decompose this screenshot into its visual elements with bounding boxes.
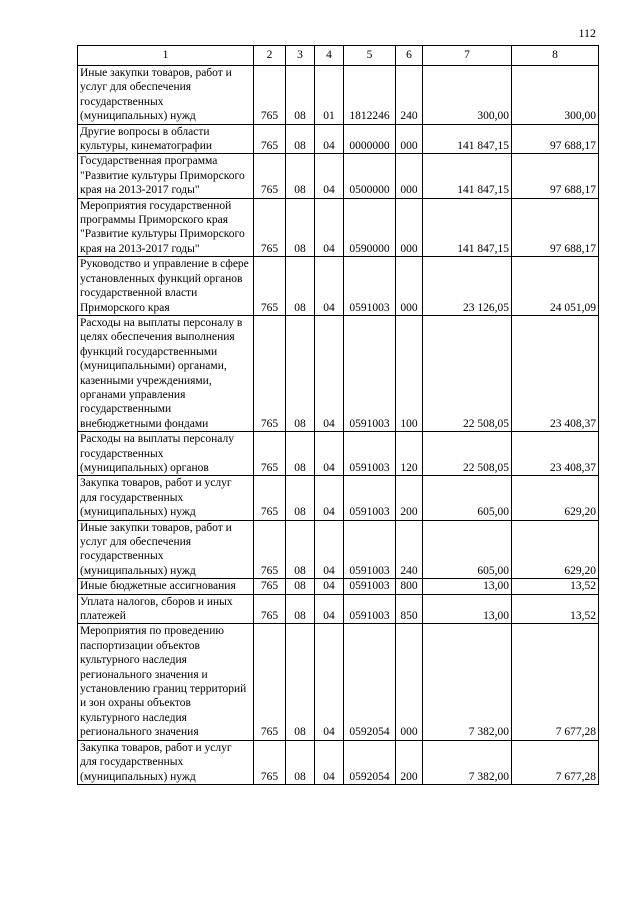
header-cell-8: 8 bbox=[512, 46, 599, 66]
expense-type-cell: 800 bbox=[396, 579, 423, 594]
row-name-cell: Иные закупки товаров, работ и услуг для обеспечения государственных (муниципальных) нужд bbox=[78, 66, 254, 125]
amount-year1-cell: 300,00 bbox=[423, 66, 512, 125]
section-cell: 08 bbox=[286, 740, 315, 784]
table-row bbox=[78, 520, 599, 579]
admin-code-cell: 765 bbox=[254, 740, 286, 784]
row-name-cell: Расходы на выплаты персоналу государственных (муниципальных) органов bbox=[78, 432, 254, 476]
row-name-cell: Расходы на выплаты персоналу в целях обеспечения выполнения функций государственными (муниципальными) органами, казенными учреждениями, органами управления государственными внебюджетными фондами bbox=[78, 315, 254, 431]
table-row bbox=[78, 315, 599, 431]
amount-year2-cell: 97 688,17 bbox=[512, 124, 599, 154]
amount-year2-cell: 23 408,37 bbox=[512, 315, 599, 431]
amount-year1-cell: 7 382,00 bbox=[423, 624, 512, 740]
amount-year1-cell: 22 508,05 bbox=[423, 432, 512, 476]
header-cell-5: 5 bbox=[344, 46, 396, 66]
admin-code-cell: 765 bbox=[254, 579, 286, 594]
target-article-cell: 0592054 bbox=[344, 624, 396, 740]
row-name-cell: Руководство и управление в сфере установленных функций органов государственной власти Приморского края bbox=[78, 257, 254, 316]
section-cell: 08 bbox=[286, 198, 315, 257]
subsection-cell: 04 bbox=[315, 154, 344, 198]
amount-year1-cell: 141 847,15 bbox=[423, 154, 512, 198]
amount-year2-cell: 13,52 bbox=[512, 594, 599, 624]
expense-type-cell: 850 bbox=[396, 594, 423, 624]
section-cell: 08 bbox=[286, 432, 315, 476]
target-article-cell: 0000000 bbox=[344, 124, 396, 154]
target-article-cell: 0591003 bbox=[344, 476, 396, 520]
amount-year2-cell: 97 688,17 bbox=[512, 154, 599, 198]
row-name-cell: Уплата налогов, сборов и иных платежей bbox=[78, 594, 254, 624]
amount-year1-cell: 605,00 bbox=[423, 520, 512, 579]
target-article-cell: 0591003 bbox=[344, 594, 396, 624]
section-cell: 08 bbox=[286, 124, 315, 154]
admin-code-cell: 765 bbox=[254, 124, 286, 154]
subsection-cell: 04 bbox=[315, 315, 344, 431]
subsection-cell: 04 bbox=[315, 257, 344, 316]
row-name-cell: Закупка товаров, работ и услуг для государственных (муниципальных) нужд bbox=[78, 476, 254, 520]
row-name-cell: Мероприятия государственной программы Приморского края "Развитие культуры Приморского края на 2013-2017 годы" bbox=[78, 198, 254, 257]
amount-year1-cell: 23 126,05 bbox=[423, 257, 512, 316]
expense-type-cell: 000 bbox=[396, 624, 423, 740]
expense-type-cell: 000 bbox=[396, 257, 423, 316]
admin-code-cell: 765 bbox=[254, 476, 286, 520]
expense-type-cell: 240 bbox=[396, 66, 423, 125]
subsection-cell: 04 bbox=[315, 520, 344, 579]
target-article-cell: 0590000 bbox=[344, 198, 396, 257]
header-cell-1: 1 bbox=[78, 46, 254, 66]
amount-year2-cell: 97 688,17 bbox=[512, 198, 599, 257]
amount-year1-cell: 605,00 bbox=[423, 476, 512, 520]
amount-year1-cell: 13,00 bbox=[423, 579, 512, 594]
table-body bbox=[78, 66, 599, 785]
subsection-cell: 04 bbox=[315, 432, 344, 476]
header-cell-2: 2 bbox=[254, 46, 286, 66]
target-article-cell: 0591003 bbox=[344, 579, 396, 594]
admin-code-cell: 765 bbox=[254, 198, 286, 257]
section-cell: 08 bbox=[286, 594, 315, 624]
amount-year2-cell: 13,52 bbox=[512, 579, 599, 594]
amount-year1-cell: 7 382,00 bbox=[423, 740, 512, 784]
row-name-cell: Иные бюджетные ассигнования bbox=[78, 579, 254, 594]
admin-code-cell: 765 bbox=[254, 66, 286, 125]
expense-type-cell: 000 bbox=[396, 124, 423, 154]
expense-type-cell: 120 bbox=[396, 432, 423, 476]
target-article-cell: 0591003 bbox=[344, 432, 396, 476]
row-name-cell: Другие вопросы в области культуры, кинематографии bbox=[78, 124, 254, 154]
target-article-cell: 0591003 bbox=[344, 315, 396, 431]
subsection-cell: 04 bbox=[315, 740, 344, 784]
row-name-cell: Иные закупки товаров, работ и услуг для обеспечения государственных (муниципальных) нужд bbox=[78, 520, 254, 579]
admin-code-cell: 765 bbox=[254, 624, 286, 740]
header-cell-4: 4 bbox=[315, 46, 344, 66]
amount-year2-cell: 24 051,09 bbox=[512, 257, 599, 316]
admin-code-cell: 765 bbox=[254, 154, 286, 198]
table-row bbox=[78, 624, 599, 740]
header-cell-6: 6 bbox=[396, 46, 423, 66]
header-cell-3: 3 bbox=[286, 46, 315, 66]
table-row bbox=[78, 579, 599, 594]
admin-code-cell: 765 bbox=[254, 520, 286, 579]
amount-year1-cell: 22 508,05 bbox=[423, 315, 512, 431]
table-row bbox=[78, 66, 599, 125]
amount-year2-cell: 629,20 bbox=[512, 476, 599, 520]
target-article-cell: 0592054 bbox=[344, 740, 396, 784]
amount-year2-cell: 629,20 bbox=[512, 520, 599, 579]
table-row bbox=[78, 154, 599, 198]
page-number: 112 bbox=[578, 26, 596, 40]
target-article-cell: 0500000 bbox=[344, 154, 396, 198]
subsection-cell: 04 bbox=[315, 594, 344, 624]
row-name-cell: Закупка товаров, работ и услуг для государственных (муниципальных) нужд bbox=[78, 740, 254, 784]
table-row bbox=[78, 198, 599, 257]
section-cell: 08 bbox=[286, 154, 315, 198]
section-cell: 08 bbox=[286, 476, 315, 520]
amount-year1-cell: 141 847,15 bbox=[423, 124, 512, 154]
section-cell: 08 bbox=[286, 579, 315, 594]
table-row bbox=[78, 594, 599, 624]
admin-code-cell: 765 bbox=[254, 257, 286, 316]
admin-code-cell: 765 bbox=[254, 315, 286, 431]
section-cell: 08 bbox=[286, 257, 315, 316]
expense-type-cell: 100 bbox=[396, 315, 423, 431]
amount-year2-cell: 7 677,28 bbox=[512, 740, 599, 784]
subsection-cell: 04 bbox=[315, 579, 344, 594]
subsection-cell: 04 bbox=[315, 624, 344, 740]
target-article-cell: 0591003 bbox=[344, 257, 396, 316]
row-name-cell: Мероприятия по проведению паспортизации объектов культурного наследия регионального значения и установлению границ территорий и зон охраны объектов культурного наследия регионального значения bbox=[78, 624, 254, 740]
section-cell: 08 bbox=[286, 520, 315, 579]
header-cell-7: 7 bbox=[423, 46, 512, 66]
amount-year1-cell: 141 847,15 bbox=[423, 198, 512, 257]
subsection-cell: 01 bbox=[315, 66, 344, 125]
expense-type-cell: 200 bbox=[396, 740, 423, 784]
section-cell: 08 bbox=[286, 315, 315, 431]
table-row bbox=[78, 257, 599, 316]
target-article-cell: 1812246 bbox=[344, 66, 396, 125]
section-cell: 08 bbox=[286, 624, 315, 740]
admin-code-cell: 765 bbox=[254, 594, 286, 624]
row-name-cell: Государственная программа "Развитие культуры Приморского края на 2013-2017 годы" bbox=[78, 154, 254, 198]
amount-year1-cell: 13,00 bbox=[423, 594, 512, 624]
amount-year2-cell: 300,00 bbox=[512, 66, 599, 125]
subsection-cell: 04 bbox=[315, 124, 344, 154]
table-row bbox=[78, 432, 599, 476]
expense-type-cell: 240 bbox=[396, 520, 423, 579]
header-row bbox=[78, 46, 599, 66]
subsection-cell: 04 bbox=[315, 198, 344, 257]
expense-type-cell: 000 bbox=[396, 154, 423, 198]
expense-type-cell: 000 bbox=[396, 198, 423, 257]
budget-table bbox=[77, 45, 599, 785]
subsection-cell: 04 bbox=[315, 476, 344, 520]
table-row bbox=[78, 476, 599, 520]
target-article-cell: 0591003 bbox=[344, 520, 396, 579]
table-row bbox=[78, 740, 599, 784]
section-cell: 08 bbox=[286, 66, 315, 125]
amount-year2-cell: 7 677,28 bbox=[512, 624, 599, 740]
amount-year2-cell: 23 408,37 bbox=[512, 432, 599, 476]
table-row bbox=[78, 124, 599, 154]
expense-type-cell: 200 bbox=[396, 476, 423, 520]
admin-code-cell: 765 bbox=[254, 432, 286, 476]
